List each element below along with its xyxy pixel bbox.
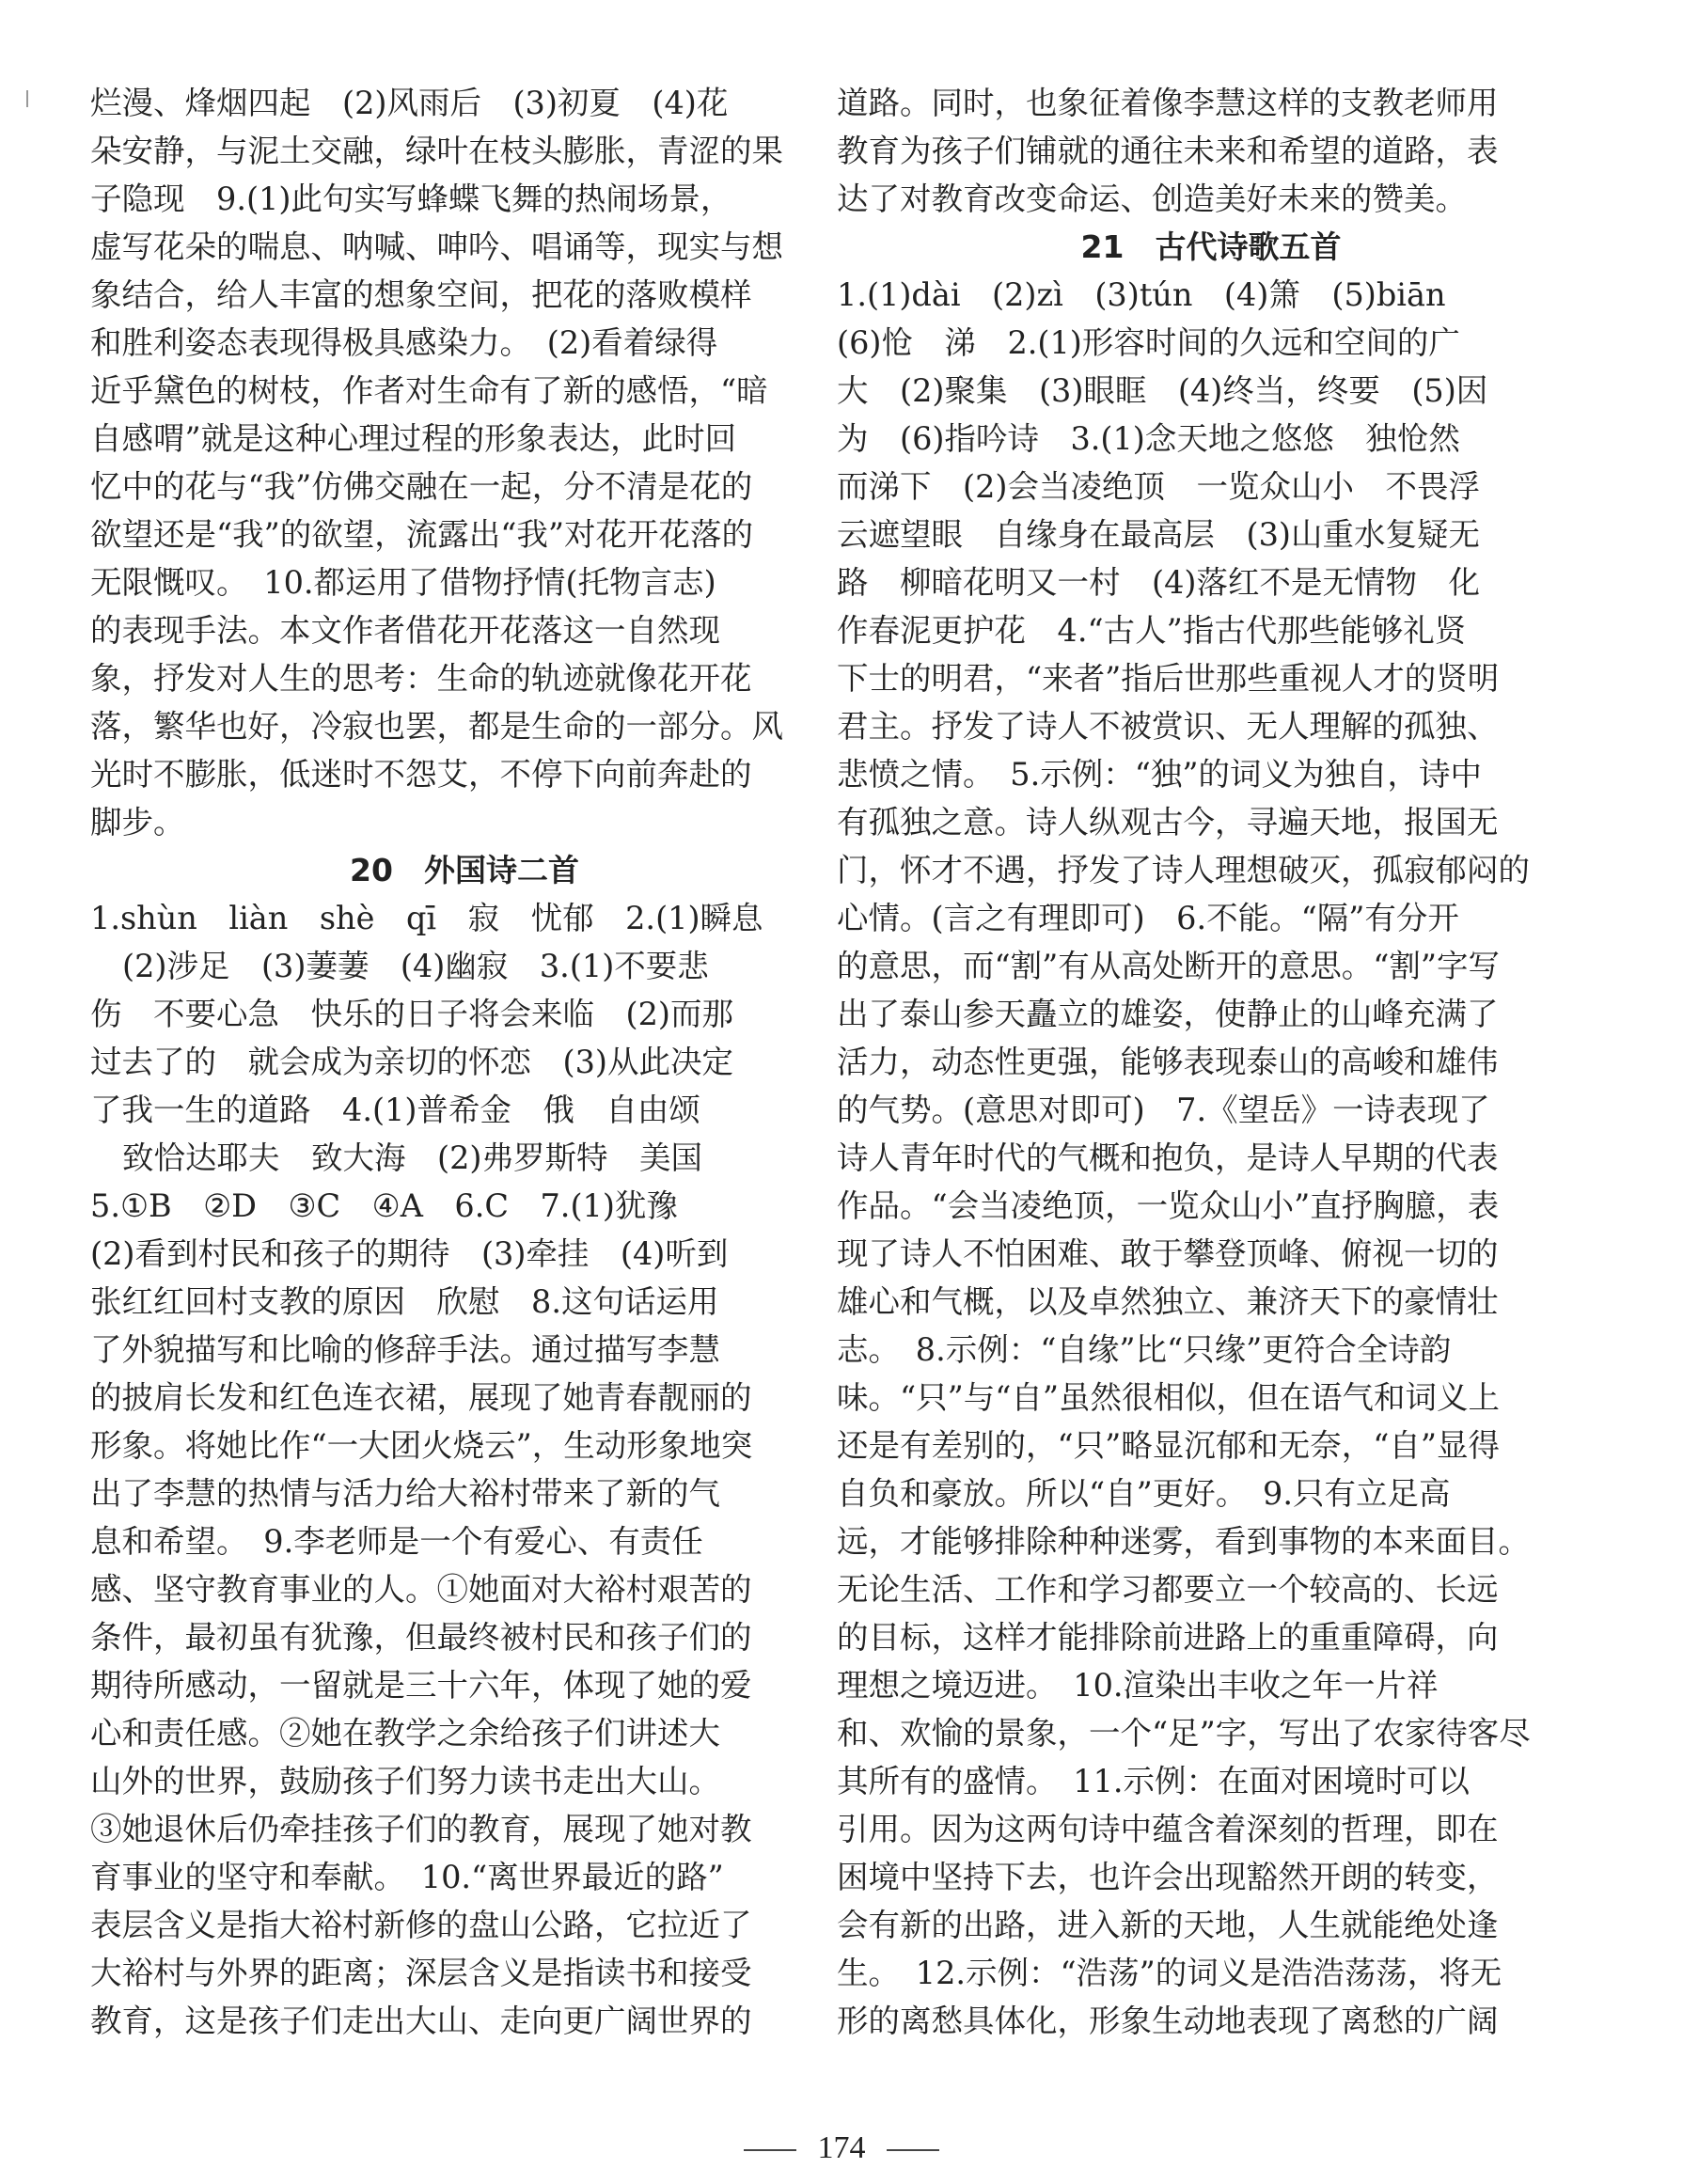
text-line: 还是有差别的，“只”略显沉郁和无奈，“自”显得 (837, 1427, 1501, 1464)
right-paragraphs-top (837, 79, 1585, 223)
text-line: 味。“只”与“自”虽然很相似，但在语气和词义上 (837, 1379, 1501, 1416)
footer-dash-left (744, 2149, 796, 2151)
text-line: 的目标，这样才能排除前进路上的重重障碍，向 (837, 1619, 1499, 1656)
text-line: 志。 8.示例：“自缘”比“只缘”更符合全诗韵 (837, 1331, 1452, 1368)
text-line: 教育为孩子们铺就的通往未来和希望的道路，表 (837, 133, 1499, 169)
text-line: 的意思，而“割”有从高处断开的意思。“割”字写 (837, 948, 1501, 984)
text-line: 子隐现 9.(1)此句实写蜂蝶飞舞的热闹场景， (90, 181, 732, 217)
text-line: 其所有的盛情。 11.示例：在面对困境时可以 (837, 1763, 1471, 1799)
text-line: 自负和豪放。所以“自”更好。 9.只有立足高 (837, 1475, 1451, 1512)
text-line: 作春泥更护花 4.“古人”指古代那些能够礼贤 (837, 612, 1467, 649)
text-line: 光时不膨胀，低迷时不怨艾，不停下向前奔赴的 (90, 756, 752, 793)
right-paragraphs-bottom (837, 271, 1585, 2045)
text-line: 无限慨叹。 10.都运用了借物抒情(托物言志) (90, 564, 716, 601)
text-line: 作品。“会当凌绝顶，一览众山小”直抒胸臆，表 (837, 1187, 1500, 1224)
text-line: 致恰达耶夫 致大海 (2)弗罗斯特 美国 (122, 1139, 702, 1176)
left-column (90, 79, 839, 2045)
text-line: 理想之境迈进。 10.渲染出丰收之年一片祥 (837, 1667, 1439, 1704)
text-line: 远，才能够排除种种迷雾，看到事物的本来面目。 (837, 1523, 1530, 1560)
text-line: (2)涉足 (3)萋萋 (4)幽寂 3.(1)不要悲 (122, 948, 709, 984)
text-line: (2)看到村民和孩子的期待 (3)牵挂 (4)听到 (90, 1235, 729, 1272)
text-line: 烂漫、烽烟四起 (2)风雨后 (3)初夏 (4)花 (90, 85, 729, 121)
text-line: 了我一生的道路 4.(1)普希金 俄 自由颂 (90, 1092, 700, 1128)
text-line: 无论生活、工作和学习都要立一个较高的、长远 (837, 1571, 1499, 1608)
text-line: 云遮望眼 自缘身在最高层 (3)山重水复疑无 (837, 516, 1480, 553)
text-line: 息和希望。 9.李老师是一个有爱心、有责任 (90, 1523, 703, 1560)
text-line: 山外的世界，鼓励孩子们努力读书走出大山。 (90, 1763, 720, 1799)
text-line: 和、欢愉的景象，一个“足”字，写出了农家待客尽 (837, 1715, 1531, 1752)
text-line: 出了李慧的热情与活力给大裕村带来了新的气 (90, 1475, 720, 1512)
text-line: 为 (6)指吟诗 3.(1)念天地之悠悠 独怆然 (837, 420, 1460, 457)
left-paragraphs-top (90, 79, 839, 846)
text-line: 落，繁华也好，冷寂也罢，都是生命的一部分。风 (90, 708, 783, 745)
text-line: 教育，这是孩子们走出大山、走向更广阔世界的 (90, 2003, 752, 2039)
text-line: 欲望还是“我”的欲望，流露出“我”对花开花落的 (90, 516, 754, 553)
section-title-21: 21 古代诗歌五首 (1080, 228, 1342, 265)
text-line: 的气势。(意思对即可) 7.《望岳》一诗表现了 (837, 1092, 1490, 1128)
text-line: 会有新的出路，进入新的天地，人生就能绝处逢 (837, 1907, 1499, 1943)
text-line: 张红红回村支教的原因 欣慰 8.这句话运用 (90, 1283, 719, 1320)
text-line: 困境中坚持下去，也许会出现豁然开朗的转变， (837, 1859, 1499, 1895)
text-line: 道路。同时，也象征着像李慧这样的支教老师用 (837, 85, 1499, 121)
text-line: 路 柳暗花明又一村 (4)落红不是无情物 化 (837, 564, 1480, 601)
text-line: 象，抒发对人生的思考：生命的轨迹就像花开花 (90, 660, 752, 697)
margin-mark (26, 90, 28, 107)
text-line: 象结合，给人丰富的想象空间，把花的落败模样 (90, 276, 752, 313)
text-line: 有孤独之意。诗人纵观古今，寻遍天地，报国无 (837, 804, 1499, 841)
text-line: 期待所感动，一留就是三十六年，体现了她的爱 (90, 1667, 752, 1704)
text-line: 生。 12.示例：“浩荡”的词义是浩浩荡荡，将无 (837, 1955, 1502, 1991)
text-line: 伤 不要心急 快乐的日子将会来临 (2)而那 (90, 996, 733, 1032)
text-line: 形象。将她比作“一大团火烧云”，生动形象地突 (90, 1427, 753, 1464)
text-line: 育事业的坚守和奉献。 10.“离世界最近的路” (90, 1859, 724, 1895)
text-line: 的表现手法。本文作者借花开花落这一自然现 (90, 612, 720, 649)
text-line: 出了泰山参天矗立的雄姿，使静止的山峰充满了 (837, 996, 1499, 1032)
left-paragraphs-bottom (90, 894, 839, 2045)
text-line: 脚步。 (90, 804, 185, 841)
text-line: 达了对教育改变命运、创造美好未来的赞美。 (837, 181, 1467, 217)
page-footer (0, 2130, 1683, 2166)
right-column (837, 79, 1585, 2045)
text-line: 5.①B ②D ③C ④A 6.C 7.(1)犹豫 (90, 1187, 678, 1224)
text-line: 自感喟”就是这种心理过程的形象表达，此时回 (90, 420, 737, 457)
text-line: 了外貌描写和比喻的修辞手法。通过描写李慧 (90, 1331, 720, 1368)
text-line: 君主。抒发了诗人不被赏识、无人理解的孤独、 (837, 708, 1499, 745)
text-line: 下士的明君，“来者”指后世那些重视人才的贤明 (837, 660, 1500, 697)
text-line: 大 (2)聚集 (3)眼眶 (4)终当，终要 (5)因 (837, 372, 1488, 409)
text-line: 形的离愁具体化，形象生动地表现了离愁的广阔 (837, 2003, 1499, 2039)
text-line: 诗人青年时代的气概和抱负，是诗人早期的代表 (837, 1139, 1499, 1176)
text-line: 现了诗人不怕困难、敢于攀登顶峰、俯视一切的 (837, 1235, 1499, 1272)
text-line: 过去了的 就会成为亲切的怀恋 (3)从此决定 (90, 1044, 733, 1080)
text-line: 虚写花朵的喘息、呐喊、呻吟、唱诵等，现实与想 (90, 228, 783, 265)
text-line: 条件，最初虽有犹豫，但最终被村民和孩子们的 (90, 1619, 752, 1656)
text-line: 活力，动态性更强，能够表现泰山的高峻和雄伟 (837, 1044, 1499, 1080)
text-line: 感、坚守教育事业的人。①她面对大裕村艰苦的 (90, 1571, 752, 1608)
text-line: 表层含义是指大裕村新修的盘山公路，它拉近了 (90, 1907, 752, 1943)
text-line: 而涕下 (2)会当凌绝顶 一览众山小 不畏浮 (837, 468, 1480, 505)
text-line: 悲愤之情。 5.示例：“独”的词义为独自，诗中 (837, 756, 1482, 793)
text-line: 1.shùn liàn shè qī 寂 忧郁 2.(1)瞬息 (90, 900, 763, 936)
text-line: 大裕村与外界的距离；深层含义是指读书和接受 (90, 1955, 752, 1991)
text-line: (6)怆 涕 2.(1)形容时间的久远和空间的广 (837, 324, 1460, 361)
text-line: 忆中的花与“我”仿佛交融在一起，分不清是花的 (90, 468, 753, 505)
text-line: 的披肩长发和红色连衣裙，展现了她青春靓丽的 (90, 1379, 752, 1416)
text-line: 心和责任感。②她在教学之余给孩子们讲述大 (90, 1715, 720, 1752)
page-number: 174 (817, 2130, 866, 2165)
text-line: ③她退休后仍牵挂孩子们的教育，展现了她对教 (90, 1811, 752, 1847)
text-line: 门，怀才不遇，抒发了诗人理想破灭，孤寂郁闷的 (837, 852, 1530, 888)
text-line: 引用。因为这两句诗中蕴含着深刻的哲理，即在 (837, 1811, 1499, 1847)
text-line: 1.(1)dài (2)zì (3)tún (4)箫 (5)biān (837, 276, 1446, 313)
text-line: 心情。(言之有理即可) 6.不能。“隔”有分开 (837, 900, 1459, 936)
text-line: 和胜利姿态表现得极具感染力。 (2)看着绿得 (90, 324, 718, 361)
text-line: 朵安静，与泥土交融，绿叶在枝头膨胀，青涩的果 (90, 133, 783, 169)
text-line: 雄心和气概，以及卓然独立、兼济天下的豪情壮 (837, 1283, 1499, 1320)
text-line: 近乎黛色的树枝，作者对生命有了新的感悟，“暗 (90, 372, 768, 409)
footer-dash-right (887, 2149, 939, 2151)
section-title-20: 20 外国诗二首 (350, 852, 579, 888)
